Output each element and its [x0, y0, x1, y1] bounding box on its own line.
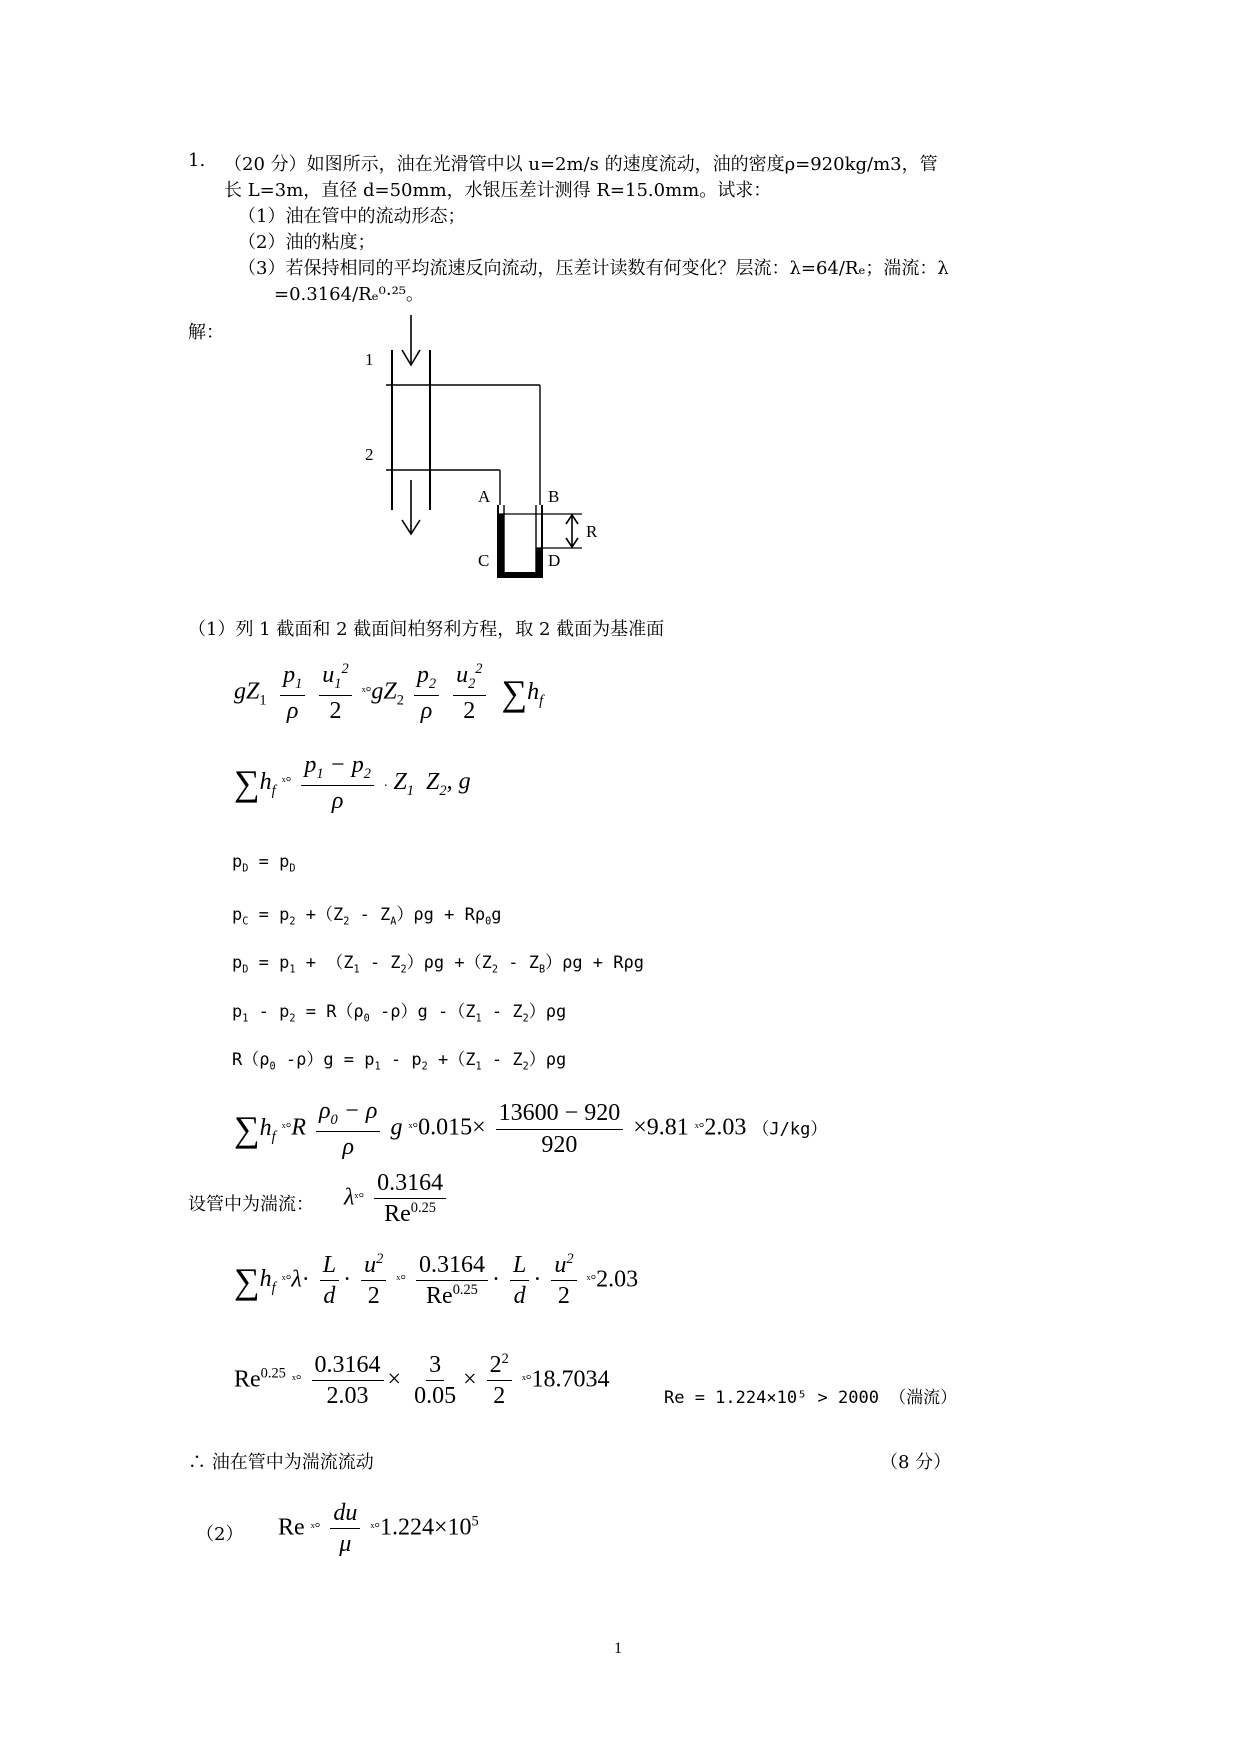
lambda-num: 0.3164	[374, 1170, 446, 1199]
pressure-line-3: $p_D = p_1 + (Z_1 - Z_2)\rho g +(Z_2 - Z_B)\rho g + R\rho g$	[232, 953, 644, 976]
label-A: A	[478, 487, 491, 506]
hf-equation: $\sum h_f$ ˣ° $\frac{p_1 - p_2}{\rho}$ . $Z_1$ $Z_2$, g	[234, 752, 471, 814]
lambda-equation: λˣ° $\frac{0.3164}{Re^{0.25}}$	[344, 1170, 450, 1228]
re-den3: 2	[493, 1383, 506, 1410]
step1-intro: （1）列 1 截面和 2 截面间柏努利方程，取 2 截面为基准面	[188, 619, 665, 640]
re-den1: 2.03	[326, 1383, 369, 1410]
bernoulli-equation: $gZ_1$ $\frac{p_1}{\rho}$ $\frac{u_1^2}{2}$ $ˣ^\circ gZ_2$ $\frac{p_2}{\rho}$ $\frac{u_2^2}{2}$ $\sum h_f$	[234, 661, 544, 724]
lambda-den: Re	[384, 1201, 411, 1228]
re-num2: 3	[426, 1352, 444, 1381]
label-R: R	[586, 522, 598, 541]
conclusion-text: ∴ 油在管中为湍流流动	[188, 1452, 374, 1473]
pressure-line-1: $p_D = p_D$	[232, 852, 296, 875]
re-num3-exp: 2	[501, 1351, 509, 1367]
label-B: B	[548, 487, 560, 506]
problem-line-1: （20 分）如图所示，油在光滑管中以 u=2m/s 的速度流动，油的密度ρ=920kg/m3，管	[224, 154, 938, 175]
hf-value-015: 0.015	[418, 1114, 473, 1141]
re-result: 18.7034	[531, 1366, 610, 1393]
pressure-line-4: $p_1 - p_2 = R(\rho_0$ -ρ）g $-(Z_1 - Z_2)\rho g$	[232, 1002, 567, 1025]
label-C: C	[478, 551, 490, 570]
page-number: 1	[614, 1640, 622, 1657]
pressure-line-2: $p_C = p_2 +(Z_2 - Z_A)\rho g + R\rho_0g$	[232, 905, 502, 928]
hf-g: 9.81	[646, 1114, 689, 1141]
question-3-cont: =0.3164/Rₑ⁰·²⁵。	[274, 284, 425, 305]
hf-result: 2.03	[704, 1114, 747, 1141]
hf-den: 920	[541, 1131, 578, 1158]
hf-unit: （J/kg）	[752, 1119, 828, 1140]
problem-number: 1.	[188, 150, 206, 171]
manometer-diagram	[350, 310, 630, 590]
lambda-den-exp: 0.25	[410, 1200, 436, 1217]
step2-label: （2）	[196, 1524, 244, 1545]
conclusion-points: （8 分）	[880, 1452, 952, 1473]
problem-line-2: 长 L=3m，直径 d=50mm，水银压差计测得 R=15.0mm。试求：	[224, 180, 772, 201]
re-num1: 0.3164	[312, 1352, 384, 1381]
question-1: （1）油在管中的流动形态；	[238, 206, 466, 227]
hf-numeric-equation: $\sum h_f$ ˣ°R $\frac{\rho_0 - \rho}{\rho}$ g ˣ°0.015× $\frac{13600 - 920}{920}$ ×9.81 ˣ°2.03 （J/kg）	[234, 1098, 828, 1160]
solution-label: 解：	[188, 322, 224, 343]
re-num3: 2	[489, 1352, 502, 1378]
step2-equation: Re ˣ° $\frac{du}{\mu}$ $ˣ^\circ 1.224\times 10^5$	[278, 1500, 479, 1558]
re-value-text: Re = 1.224×10⁵ > 2000 （湍流）	[664, 1388, 958, 1408]
assume-turbulent: 设管中为湍流：	[188, 1194, 314, 1215]
question-2: （2）油的粘度；	[238, 232, 376, 253]
step2-exp: 5	[471, 1513, 479, 1530]
re-den2: 0.05	[414, 1383, 457, 1410]
hf-lambda-equation: $\sum h_f$ ˣ°λ· $\frac{L}{d}$ · $\frac{u^2}{2}$ ˣ° $\frac{0.3164}{Re^{0.25}}$ · $\frac{L}{d}$ · $\frac{u^2}{2}$ ˣ°2.03	[234, 1251, 639, 1310]
hf-num: 13600 − 920	[496, 1100, 624, 1129]
label-2: 2	[365, 445, 374, 464]
step2-value: 1.224	[379, 1514, 434, 1541]
question-3: （3）若保持相同的平均流速反向流动，压差计读数有何变化？层流：λ=64/Rₑ；湍流：λ	[238, 258, 949, 279]
label-D: D	[548, 551, 561, 570]
pressure-line-5: $R(\rho_0$ $-\rho)g = p_1 - p_2 +(Z_1 - Z_2)\rho g$	[232, 1050, 567, 1073]
label-1: 1	[365, 350, 374, 369]
re-equation: $Re^{0.25}$ ˣ° $\frac{0.3164}{2.03}$ × $\frac{3}{0.05}$ × $\frac{2^2}{2}$ ˣ°18.7034	[234, 1351, 610, 1410]
